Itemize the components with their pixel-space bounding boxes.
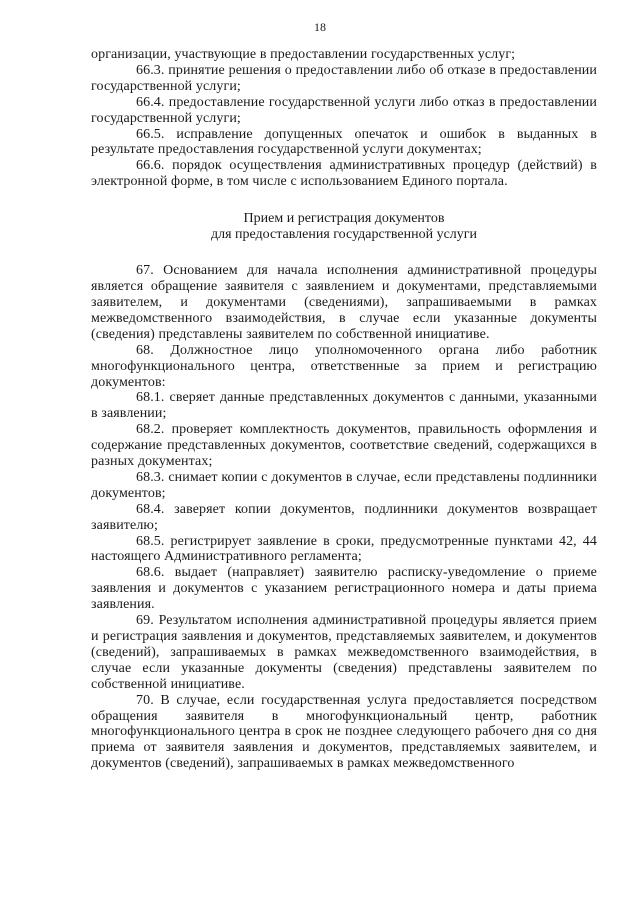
- paragraph-66-4: 66.4. предоставление государственной услуги либо отказ в предоставлении государственной услуги;: [91, 94, 597, 126]
- document-body: [91, 47, 597, 772]
- section-heading-line2: для предоставления государственной услуги: [210, 227, 478, 243]
- paragraph-70: 70. В случае, если государственная услуга предоставляется посредством обращения заявителя в многофункциональный центр, работник многофункционального центра в срок не позднее следующего рабочего дня со дня приема от заявителя заявления и документов, представляемых заявителем, и документов (сведений), запрашиваемых в рамках межведомственного: [91, 692, 597, 772]
- page-number: 18: [314, 20, 326, 34]
- paragraph-68-6: 68.6. выдает (направляет) заявителю расписку-уведомление о приеме заявления и документов с указанием регистрационного номера и даты приема заявления.: [91, 565, 597, 613]
- paragraph-continuation: организации, участвующие в предоставлении государственных услуг;: [91, 47, 516, 62]
- paragraph-66-3: 66.3. принятие решения о предоставлении либо об отказе в предоставлении государственной услуги;: [91, 62, 597, 94]
- paragraph-68-5: 68.5. регистрирует заявление в сроки, предусмотренные пунктами 42, 44 настоящего Административного регламента;: [91, 533, 597, 565]
- paragraph-68-1: 68.1. сверяет данные представленных документов с данными, указанными в заявлении;: [91, 390, 597, 422]
- paragraph-68-3: 68.3. снимает копии с документов в случае, если представлены подлинники документов;: [91, 469, 597, 501]
- section-heading-line1: Прием и регистрация документов: [243, 211, 445, 227]
- paragraph-69: 69. Результатом исполнения административной процедуры является прием и регистрация заявления и документов, представляемых заявителем, и документов (сведений), запрашиваемых в рамках межведомственного взаимодействия, в случае если указанные документы (сведения) представлены заявителем по собственной инициативе.: [91, 613, 597, 692]
- section-heading: [91, 211, 597, 243]
- paragraph-68: 68. Должностное лицо уполномоченного органа либо работник многофункционального центра, ответственные за прием и регистрацию документов:: [91, 342, 597, 390]
- paragraph-68-4: 68.4. заверяет копии документов, подлинники документов возвращает заявителю;: [91, 501, 597, 533]
- paragraph-68-2: 68.2. проверяет комплектность документов, правильность оформления и содержание представленных документов, соответствие сведений, содержащихся в разных документах;: [91, 422, 597, 470]
- paragraph-66-5: 66.5. исправление допущенных опечаток и ошибок в выданных в результате предоставления государственной услуги документах;: [91, 126, 597, 158]
- paragraph-67: 67. Основанием для начала исполнения административной процедуры является обращение заявителя с заявлением и документами, представляемыми заявителем, и документами (сведениями), запрашиваемыми в рамках межведомственного взаимодействия, в случае если указанные документы (сведения) представлены заявителем по собственной инициативе.: [91, 263, 597, 342]
- paragraph-66-6: 66.6. порядок осуществления административных процедур (действий) в электронной форме, в том числе с использованием Единого портала.: [91, 158, 597, 190]
